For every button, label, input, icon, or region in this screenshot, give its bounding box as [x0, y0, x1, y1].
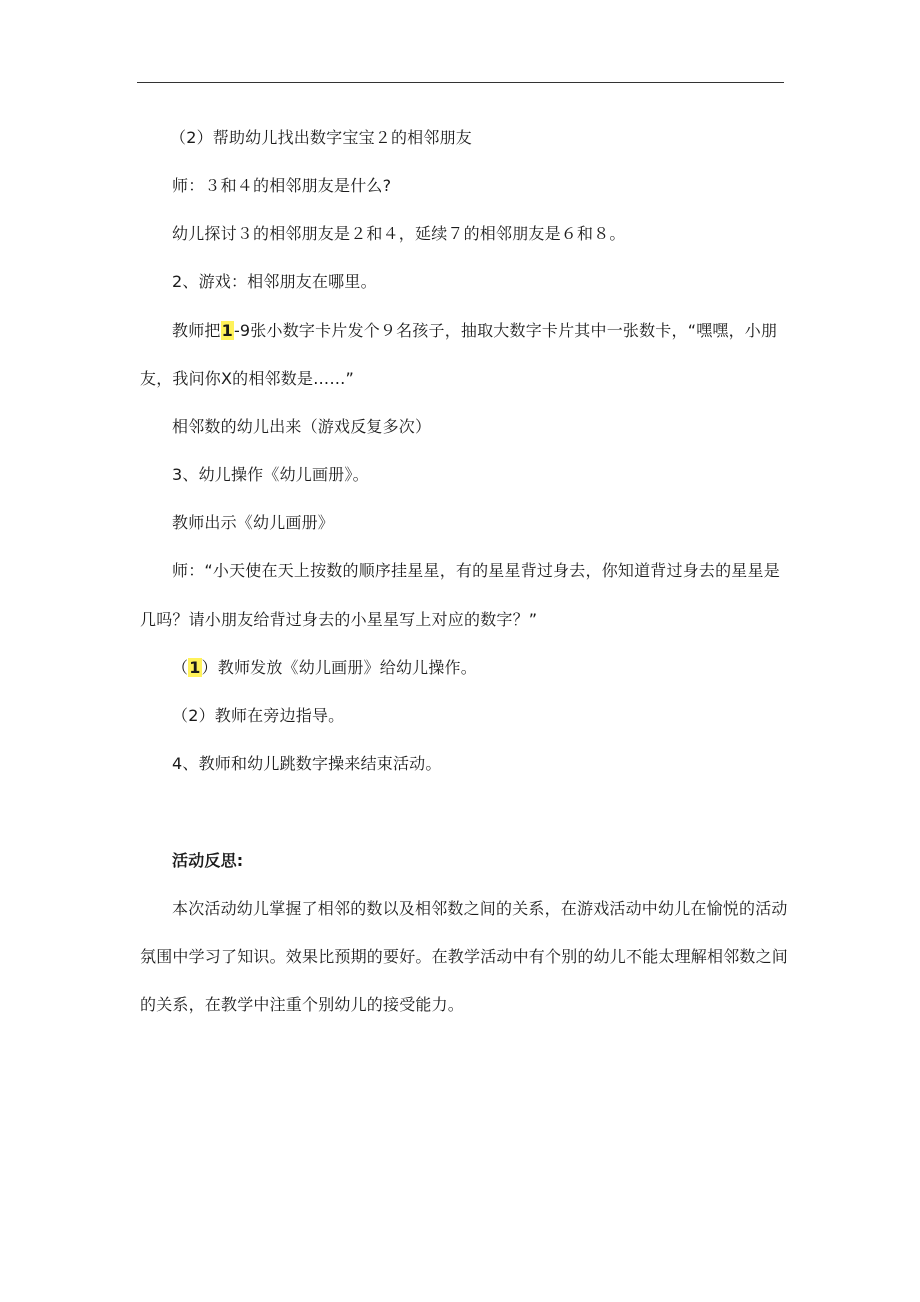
- text-line-2: 师：３和４的相邻朋友是什么?: [172, 176, 392, 195]
- highlighted-number: 1: [221, 321, 233, 340]
- text-line-7: 相邻数的幼儿出来（游戏反复多次）: [172, 417, 432, 436]
- text-line-13: （2）教师在旁边指导。: [172, 706, 345, 725]
- text-line-5: [172, 320, 777, 342]
- text-line-12-rest: ）教师发放《幼儿画册》给幼儿操作。: [201, 658, 477, 677]
- text-line-8: 3、幼儿操作《幼儿画册》。: [172, 465, 369, 484]
- text-line-5-rest: -9张小数字卡片发个９名孩子，抽取大数字卡片其中一张数卡，“嘿嘿，小朋: [233, 321, 778, 340]
- highlighted-number: 1: [189, 658, 201, 677]
- text-line-5-prefix: 教师把: [172, 321, 221, 340]
- reflection-line-1: 本次活动幼儿掌握了相邻的数以及相邻数之间的关系，在游戏活动中幼儿在愉悦的活动: [172, 899, 788, 918]
- reflection-line-2: 氛围中学习了知识。效果比预期的要好。在教学活动中有个别的幼儿不能太理解相邻数之间: [140, 947, 789, 966]
- reflection-heading: 活动反思:: [172, 851, 244, 870]
- text-line-9: 教师出示《幼儿画册》: [172, 513, 335, 532]
- header-rule: [137, 82, 784, 83]
- text-line-10: 师：“小天使在天上按数的顺序挂星星，有的星星背过身去，你知道背过身去的星星是: [172, 561, 780, 580]
- text-line-4: 2、游戏：相邻朋友在哪里。: [172, 272, 377, 291]
- text-line-3: 幼儿探讨３的相邻朋友是２和４，延续７的相邻朋友是６和８。: [172, 224, 626, 243]
- text-line-11: 几吗？请小朋友给背过身去的小星星写上对应的数字？”: [140, 610, 538, 629]
- text-line-12-prefix: （: [172, 658, 189, 677]
- reflection-line-3: 的关系，在教学中注重个别幼儿的接受能力。: [140, 995, 465, 1014]
- text-line-1: （2）帮助幼儿找出数字宝宝２的相邻朋友: [170, 128, 472, 147]
- text-line-6: 友，我问你X的相邻数是……”: [140, 369, 355, 388]
- text-line-14: 4、教师和幼儿跳数字操来结束活动。: [172, 754, 442, 773]
- text-line-12: [172, 657, 477, 679]
